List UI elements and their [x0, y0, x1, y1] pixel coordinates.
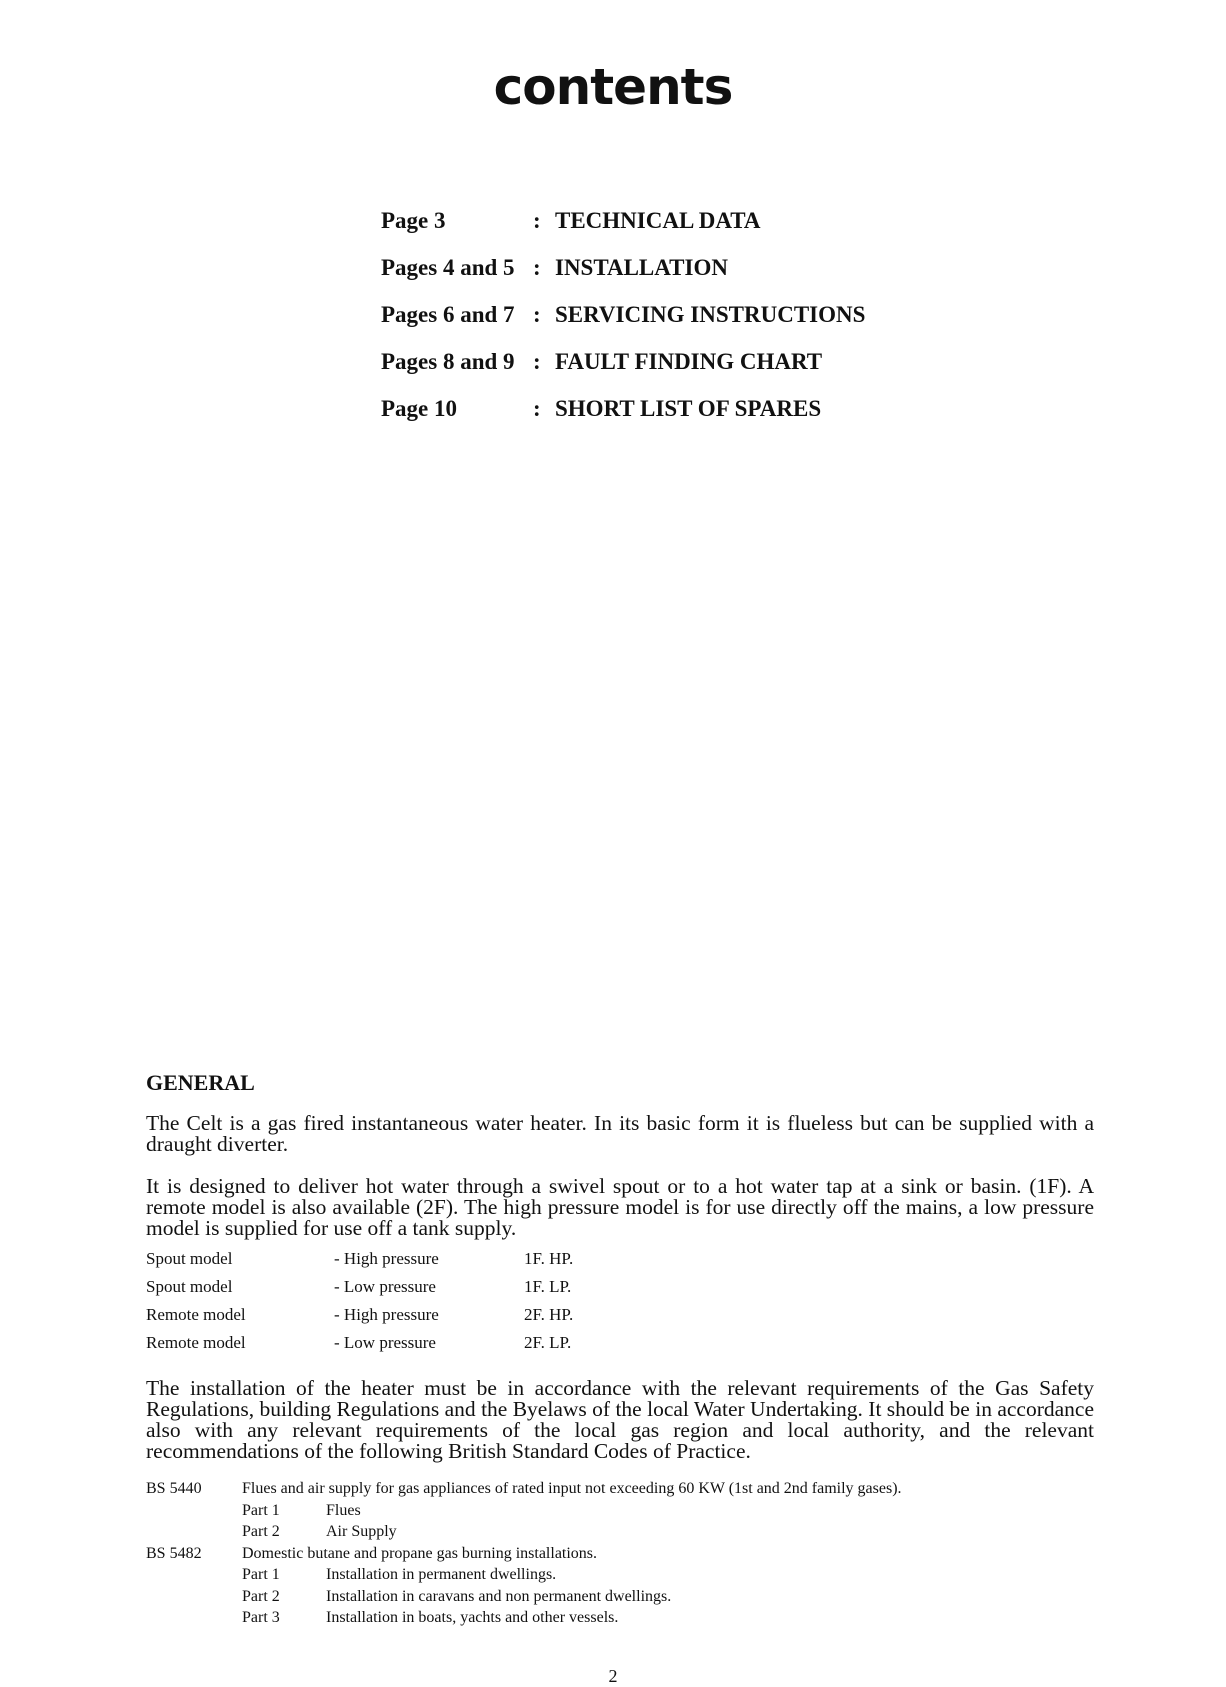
toc-page: Page 3 [381, 208, 446, 233]
part-label: Part 2 [242, 1587, 280, 1605]
toc-section: FAULT FINDING CHART [555, 349, 823, 374]
toc-separator: : [533, 255, 541, 280]
toc-row [381, 255, 865, 302]
model-code: 1F. LP. [524, 1277, 572, 1296]
toc-section: SERVICING INSTRUCTIONS [555, 302, 866, 327]
standard-row [146, 1543, 902, 1565]
part-label: Part 2 [242, 1523, 280, 1540]
standards-list [146, 1478, 902, 1629]
standard-part [146, 1607, 902, 1629]
model-pressure: - Low pressure [334, 1333, 436, 1352]
toc-section: TECHNICAL DATA [555, 208, 761, 233]
toc-page: Page 10 [381, 396, 458, 421]
toc-page: Pages 6 and 7 [381, 302, 515, 327]
standard-description: Domestic butane and propane gas burning installations. [242, 1544, 598, 1562]
model-row [146, 1333, 624, 1361]
model-list [146, 1249, 624, 1361]
model-name: Spout model [146, 1249, 233, 1268]
standard-part [146, 1521, 902, 1543]
page-title: contents [493, 58, 733, 116]
model-code: 2F. HP. [524, 1305, 574, 1324]
part-text: Installation in permanent dwellings. [326, 1566, 557, 1583]
toc-row [381, 302, 865, 349]
toc-separator: : [533, 396, 541, 421]
standard-part [146, 1564, 902, 1586]
table-of-contents [381, 208, 865, 443]
standard-part [146, 1500, 902, 1522]
toc-separator: : [533, 302, 541, 327]
model-row [146, 1249, 624, 1277]
part-text: Air Supply [326, 1523, 397, 1540]
toc-row [381, 349, 865, 396]
toc-row [381, 396, 865, 443]
standard-description: Flues and air supply for gas appliances of rated input not exceeding 60 KW (1st and 2nd family gases). [242, 1480, 902, 1497]
standard-row [146, 1478, 902, 1500]
part-text: Flues [326, 1501, 361, 1519]
toc-page: Pages 8 and 9 [381, 349, 515, 374]
general-paragraph-2: It is designed to deliver hot water through a swivel spout or to a hot water tap at a sink or basin. (1F). A remote model is also available (2F). The high pressure model is for use directly off the mains, a low pressure model is supplied for use off a tank supply. [146, 1174, 1094, 1240]
toc-section: SHORT LIST OF SPARES [555, 396, 822, 421]
part-label: Part 3 [242, 1609, 280, 1626]
model-name: Spout model [146, 1277, 233, 1296]
general-paragraph-3: The installation of the heater must be in accordance with the relevant requirements of the Gas Safety Regulations, building Regulations and the Byelaws of the local Water Undertaking. It should be in accordance also with any relevant requirements of the local gas region and local authority, and the relevant recommendations of the following British Standard Codes of Practice. [146, 1376, 1094, 1463]
general-paragraph-1: The Celt is a gas fired instantaneous water heater. In its basic form it is flueless but can be supplied with a draught diverter. [146, 1111, 1094, 1156]
standard-part [146, 1586, 902, 1608]
part-text: Installation in boats, yachts and other vessels. [326, 1609, 619, 1626]
toc-separator: : [533, 208, 541, 233]
toc-section: INSTALLATION [555, 255, 728, 280]
standard-code: BS 5482 [146, 1544, 202, 1562]
standard-code: BS 5440 [146, 1480, 202, 1497]
model-name: Remote model [146, 1333, 246, 1352]
page-number: 2 [608, 1666, 618, 1686]
model-code: 2F. LP. [524, 1333, 572, 1352]
part-text: Installation in caravans and non permanent dwellings. [326, 1587, 672, 1605]
general-heading: GENERAL [146, 1070, 255, 1095]
part-label: Part 1 [242, 1501, 280, 1519]
model-pressure: - High pressure [334, 1305, 439, 1324]
part-label: Part 1 [242, 1566, 280, 1583]
model-pressure: - Low pressure [334, 1277, 436, 1296]
toc-separator: : [533, 349, 541, 374]
toc-page: Pages 4 and 5 [381, 255, 515, 280]
model-name: Remote model [146, 1305, 246, 1324]
model-row [146, 1305, 624, 1333]
toc-row [381, 208, 865, 255]
model-code: 1F. HP. [524, 1249, 574, 1268]
model-row [146, 1277, 624, 1305]
model-pressure: - High pressure [334, 1249, 439, 1268]
